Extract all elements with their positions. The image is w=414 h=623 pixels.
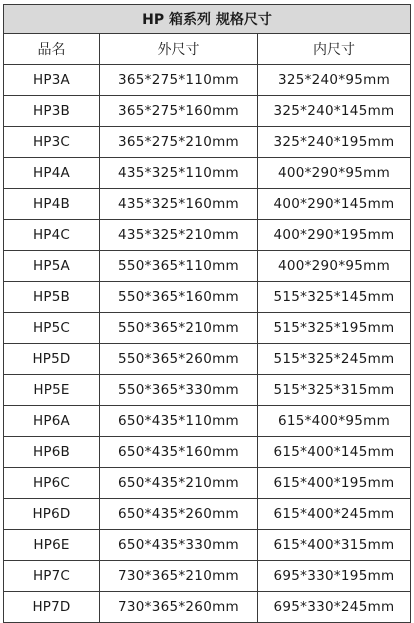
header-row: [4, 34, 411, 65]
cell-outer-size: 650*435*260mm: [100, 499, 258, 530]
header-outer: 外尺寸: [100, 34, 258, 65]
cell-inner-size: 400*290*195mm: [258, 220, 411, 251]
cell-inner-size: 615*400*95mm: [258, 406, 411, 437]
cell-outer-size: 650*435*110mm: [100, 406, 258, 437]
cell-outer-size: 650*435*160mm: [100, 437, 258, 468]
cell-model-name: HP5A: [4, 251, 100, 282]
spec-table: [3, 4, 411, 623]
cell-model-name: HP7D: [4, 592, 100, 623]
cell-inner-size: 695*330*245mm: [258, 592, 411, 623]
cell-model-name: HP6B: [4, 437, 100, 468]
table-row: [4, 313, 411, 344]
cell-inner-size: 615*400*145mm: [258, 437, 411, 468]
cell-model-name: HP4C: [4, 220, 100, 251]
cell-model-name: HP5D: [4, 344, 100, 375]
table-row: [4, 592, 411, 623]
cell-inner-size: 325*240*95mm: [258, 65, 411, 96]
cell-inner-size: 400*290*95mm: [258, 158, 411, 189]
table-row: [4, 437, 411, 468]
cell-model-name: HP6D: [4, 499, 100, 530]
cell-model-name: HP6E: [4, 530, 100, 561]
cell-inner-size: 515*325*145mm: [258, 282, 411, 313]
cell-inner-size: 325*240*145mm: [258, 96, 411, 127]
title-row: [4, 5, 411, 34]
cell-outer-size: 550*365*260mm: [100, 344, 258, 375]
table-row: [4, 468, 411, 499]
cell-model-name: HP3B: [4, 96, 100, 127]
table-row: [4, 375, 411, 406]
cell-inner-size: 615*400*245mm: [258, 499, 411, 530]
table-row: [4, 406, 411, 437]
table-row: [4, 499, 411, 530]
table-row: [4, 220, 411, 251]
cell-inner-size: 400*290*145mm: [258, 189, 411, 220]
cell-outer-size: 550*365*330mm: [100, 375, 258, 406]
cell-model-name: HP6C: [4, 468, 100, 499]
header-inner: 内尺寸: [258, 34, 411, 65]
table-title: HP 箱系列 规格尺寸: [4, 5, 411, 34]
table-row: [4, 282, 411, 313]
cell-inner-size: 695*330*195mm: [258, 561, 411, 592]
table-row: [4, 96, 411, 127]
cell-outer-size: 365*275*210mm: [100, 127, 258, 158]
table-body: [4, 65, 411, 623]
cell-outer-size: 435*325*210mm: [100, 220, 258, 251]
cell-inner-size: 615*400*315mm: [258, 530, 411, 561]
cell-outer-size: 550*365*160mm: [100, 282, 258, 313]
cell-outer-size: 650*435*210mm: [100, 468, 258, 499]
cell-outer-size: 730*365*210mm: [100, 561, 258, 592]
cell-outer-size: 365*275*160mm: [100, 96, 258, 127]
cell-model-name: HP7C: [4, 561, 100, 592]
table-row: [4, 251, 411, 282]
cell-inner-size: 515*325*315mm: [258, 375, 411, 406]
cell-outer-size: 435*325*160mm: [100, 189, 258, 220]
cell-outer-size: 550*365*110mm: [100, 251, 258, 282]
table-row: [4, 158, 411, 189]
table-row: [4, 344, 411, 375]
table-row: [4, 189, 411, 220]
cell-model-name: HP3A: [4, 65, 100, 96]
cell-model-name: HP6A: [4, 406, 100, 437]
cell-outer-size: 550*365*210mm: [100, 313, 258, 344]
cell-inner-size: 615*400*195mm: [258, 468, 411, 499]
table-row: [4, 561, 411, 592]
table-row: [4, 65, 411, 96]
cell-model-name: HP5E: [4, 375, 100, 406]
cell-inner-size: 515*325*245mm: [258, 344, 411, 375]
cell-outer-size: 730*365*260mm: [100, 592, 258, 623]
cell-inner-size: 515*325*195mm: [258, 313, 411, 344]
table-row: [4, 530, 411, 561]
cell-outer-size: 650*435*330mm: [100, 530, 258, 561]
cell-outer-size: 365*275*110mm: [100, 65, 258, 96]
table-row: [4, 127, 411, 158]
cell-inner-size: 325*240*195mm: [258, 127, 411, 158]
cell-model-name: HP4B: [4, 189, 100, 220]
cell-model-name: HP4A: [4, 158, 100, 189]
spec-sheet: [3, 4, 410, 615]
header-name: 品名: [4, 34, 100, 65]
cell-outer-size: 435*325*110mm: [100, 158, 258, 189]
cell-model-name: HP5C: [4, 313, 100, 344]
cell-model-name: HP3C: [4, 127, 100, 158]
cell-inner-size: 400*290*95mm: [258, 251, 411, 282]
cell-model-name: HP5B: [4, 282, 100, 313]
